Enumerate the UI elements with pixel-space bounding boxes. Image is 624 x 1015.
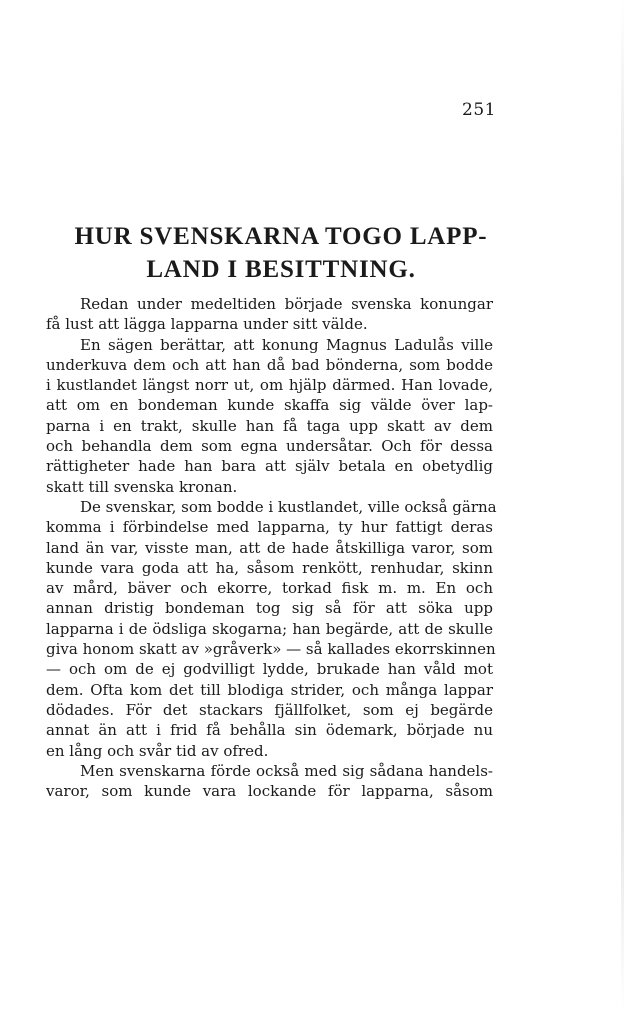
text-line: rättigheter hade han bara att själv betala en obetydlig xyxy=(46,457,493,476)
text-line: komma i förbindelse med lapparna, ty hur fattigt deras xyxy=(46,518,493,537)
text-line: varor, som kunde vara lockande för lapparna, såsom xyxy=(46,782,493,801)
text-line: dödades. För det stackars fjällfolket, som ej begärde xyxy=(46,700,493,719)
text-line: en lång och svår tid av ofred. xyxy=(46,741,269,760)
body-text xyxy=(46,294,497,801)
text-line: underkuva dem och att han då bad bönderna, som bodde xyxy=(46,355,493,374)
chapter-title-line: HUR SVENSKARNA TOGO LAPP- xyxy=(74,223,488,250)
text-line: annan dristig bondeman tog sig så för att söka upp xyxy=(46,599,493,618)
text-line: skatt till svenska kronan. xyxy=(46,477,238,496)
text-line: annat än att i frid få behålla sin ödemark, började nu xyxy=(46,721,493,740)
text-line: lapparna i de ödsliga skogarna; han begärde, att de skulle xyxy=(46,619,493,638)
text-line: En sägen berättar, att konung Magnus Ladulås ville xyxy=(80,335,493,354)
text-line: Men svenskarna förde också med sig sådana handels- xyxy=(80,761,493,780)
text-line: — och om de ej godvilligt lydde, brukade han våld mot xyxy=(46,660,493,679)
text-line: få lust att lägga lapparna under sitt välde. xyxy=(46,315,368,334)
chapter-title-line: LAND I BESITTNING. xyxy=(146,256,416,283)
text-line: parna i en trakt, skulle han få taga upp skatt av dem xyxy=(46,416,493,435)
text-line: av mård, bäver och ekorre, torkad fisk m. m. En och xyxy=(46,579,493,598)
text-line: land än var, visste man, att de hade åtskilliga varor, som xyxy=(46,538,493,557)
text-line: att om en bondeman kunde skaffa sig välde över lap- xyxy=(46,396,493,415)
text-line: kunde vara goda att ha, såsom renkött, renhudar, skinn xyxy=(46,558,493,577)
text-line: giva honom skatt av »gråverk» — så kallades ekorrskinnen xyxy=(46,640,496,659)
page-number: 251 xyxy=(462,100,496,120)
text-line: i kustlandet längst norr ut, om hjälp därmed. Han lovade, xyxy=(46,376,493,395)
text-line: Redan under medeltiden började svenska konungar xyxy=(80,295,493,313)
chapter-title xyxy=(46,220,516,286)
text-line: och behandla dem som egna undersåtar. Och för dessa xyxy=(46,437,493,456)
text-line: De svenskar, som bodde i kustlandet, ville också gärna xyxy=(80,497,497,516)
text-line: dem. Ofta kom det till blodiga strider, och många lappar xyxy=(46,680,493,699)
